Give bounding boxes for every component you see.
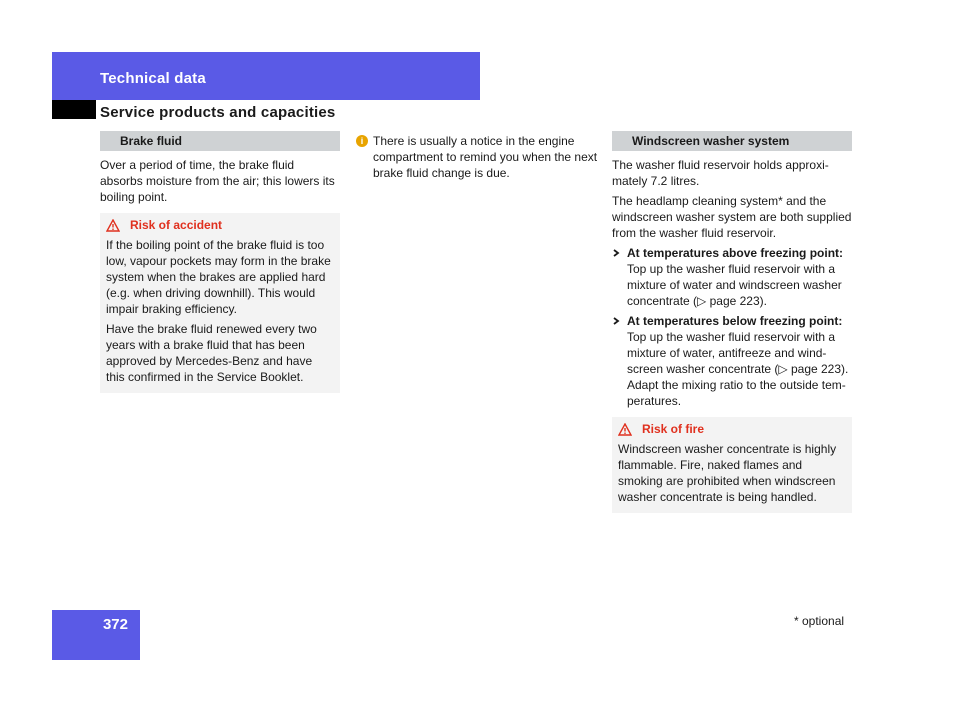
footnote: * optional xyxy=(794,614,845,628)
washer-text-2: The headlamp cleaning system* and the windscreen washer system are both supplied from the washer fluid reservoir. xyxy=(612,194,852,240)
list-item-text: Top up the washer fluid reservoir with a mixture of water, antifreeze and wind-screen washer concentrate (▷ page 223). Adapt the mixing ratio to the outside tem-peratures. xyxy=(627,330,849,408)
brake-fluid-intro: Over a period of time, the brake fluid absorbs moisture from the air; this lowers its boiling point. xyxy=(100,158,335,204)
column-brake-fluid xyxy=(100,131,340,393)
warning-triangle-icon xyxy=(618,423,632,436)
list-item-body xyxy=(627,245,852,309)
info-note-text: There is usually a notice in the engine compartment to remind you when the next brake fluid change is due. xyxy=(373,134,598,180)
page-number-box xyxy=(52,610,140,660)
list-item xyxy=(612,313,852,409)
column-washer-system xyxy=(612,131,852,513)
warning-triangle-icon xyxy=(106,219,120,232)
section-title: Service products and capacities xyxy=(100,104,336,121)
accident-warning-box xyxy=(100,213,340,393)
page-number: 372 xyxy=(102,616,128,633)
list-item xyxy=(612,245,852,309)
list-item-heading: At temperatures below freezing point: xyxy=(627,314,843,328)
accident-warning-text-1: If the boiling point of the brake fluid is too low, vapour pockets may form in the brake system when the brakes are applied hard (e.g. when driving downhill). This would impair braking efficiency. xyxy=(106,238,331,316)
list-item-body xyxy=(627,313,852,409)
fire-warning-title-row xyxy=(618,421,846,437)
header-marker xyxy=(52,100,96,119)
washer-text-1: The washer fluid reservoir holds approxi-mately 7.2 litres. xyxy=(612,158,829,188)
arrow-bullet-icon xyxy=(612,245,622,261)
accident-warning-title: Risk of accident xyxy=(130,218,223,232)
arrow-bullet-icon xyxy=(612,313,622,329)
list-item-heading: At temperatures above freezing point: xyxy=(627,246,844,260)
accident-warning-title-row xyxy=(106,217,334,233)
info-icon: i xyxy=(356,135,368,147)
column-info-note xyxy=(356,133,600,181)
fire-warning-title: Risk of fire xyxy=(642,422,705,436)
accident-warning-text-2: Have the brake fluid renewed every two years with a brake fluid that has been approved by Mercedes-Benz and have this confirmed in the Service Booklet. xyxy=(106,322,317,384)
brake-fluid-heading: Brake fluid xyxy=(100,131,340,151)
fire-warning-box xyxy=(612,417,852,513)
info-note xyxy=(356,133,600,181)
washer-heading: Windscreen washer system xyxy=(612,131,852,151)
list-item-text: Top up the washer fluid reservoir with a mixture of water and windscreen washer concentrate (▷ page 223). xyxy=(627,262,842,308)
fire-warning-text: Windscreen washer concentrate is highly flammable. Fire, naked flames and smoking are prohibited when windscreen washer concentrate is being handled. xyxy=(618,442,837,504)
chapter-title: Technical data xyxy=(100,70,206,87)
